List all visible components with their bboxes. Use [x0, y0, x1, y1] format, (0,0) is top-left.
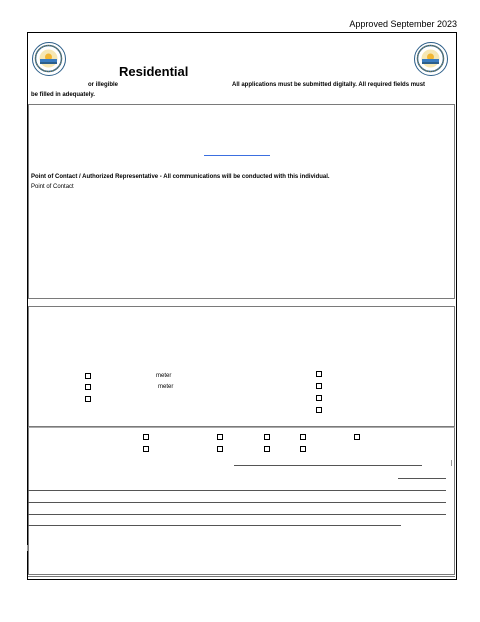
- city-seal-right-icon: [414, 42, 448, 76]
- point-of-contact-label: Point of Contact: [31, 184, 74, 190]
- signature-line[interactable]: [234, 465, 422, 466]
- option-checkbox-right-2[interactable]: [316, 383, 322, 389]
- email-link[interactable]: [204, 155, 270, 156]
- type-checkbox-row1-5[interactable]: [354, 434, 360, 440]
- notice-line2-text: be filled in adequately.: [31, 92, 95, 98]
- description-line-4[interactable]: [28, 525, 401, 526]
- option-checkbox-3[interactable]: [85, 396, 91, 402]
- form-bottom-rule: [28, 576, 455, 577]
- meter-checkbox-1[interactable]: [85, 373, 91, 379]
- type-checkbox-row1-1[interactable]: [143, 434, 149, 440]
- option-checkbox-right-1[interactable]: [316, 371, 322, 377]
- contact-section-heading: Point of Contact / Authorized Representative - All communications will be conducted with this individual.: [31, 174, 330, 180]
- notice-left-text: or illegible: [88, 82, 119, 88]
- description-line-1[interactable]: [28, 490, 446, 491]
- notice-right-text: All applications must be submitted digitally. All required fields must: [232, 82, 426, 88]
- type-checkbox-row2-1[interactable]: [143, 446, 149, 452]
- meter-label-1: meter: [156, 373, 172, 379]
- option-checkbox-right-4[interactable]: [316, 407, 322, 413]
- details-section: [28, 427, 455, 575]
- type-checkbox-row2-3[interactable]: [264, 446, 270, 452]
- form-title: Residential: [119, 64, 189, 79]
- utilities-section: [28, 306, 455, 427]
- type-checkbox-row1-2[interactable]: [217, 434, 223, 440]
- meter-label-2: meter: [158, 384, 174, 390]
- left-margin-mark: [27, 545, 28, 551]
- option-checkbox-right-3[interactable]: [316, 395, 322, 401]
- right-margin-mark: [451, 460, 452, 466]
- type-checkbox-row2-2[interactable]: [217, 446, 223, 452]
- contact-section: [28, 104, 455, 299]
- type-checkbox-row1-3[interactable]: [264, 434, 270, 440]
- meter-checkbox-2[interactable]: [85, 384, 91, 390]
- type-checkbox-row1-4[interactable]: [300, 434, 306, 440]
- description-line-2[interactable]: [28, 502, 446, 503]
- description-line-3[interactable]: [28, 514, 446, 515]
- type-checkbox-row2-4[interactable]: [300, 446, 306, 452]
- date-line[interactable]: [398, 478, 446, 479]
- city-seal-left-icon: [32, 42, 66, 76]
- approved-date-text: Approved September 2023: [349, 19, 457, 29]
